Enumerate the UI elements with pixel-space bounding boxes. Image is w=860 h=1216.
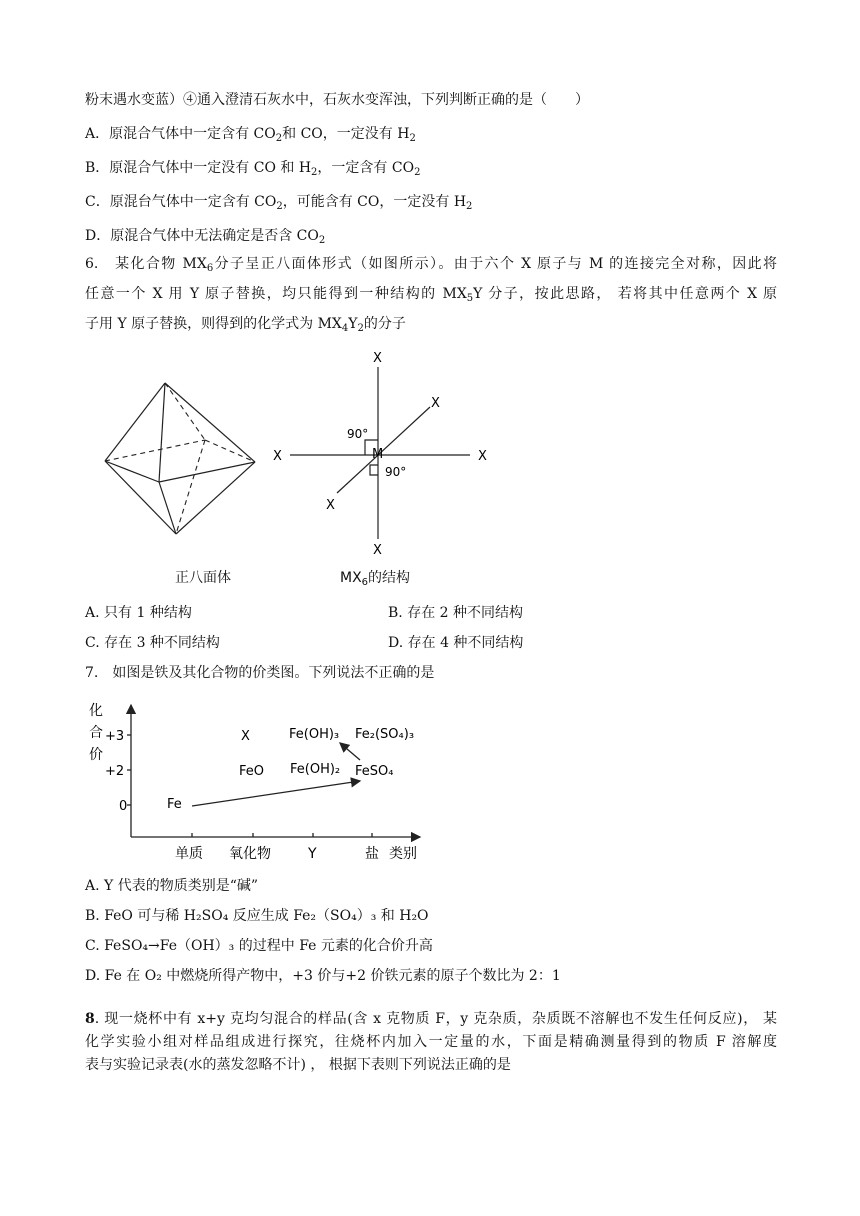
point-feo: FeO (239, 764, 264, 779)
point-feoh3: Fe(OH)₃ (289, 727, 340, 742)
iron-valence-chart (85, 695, 435, 870)
y-tick-plus3: +3 (105, 729, 125, 744)
x-label-right: X (478, 449, 487, 464)
x-tick-oxide: 氧化物 (229, 846, 271, 862)
q5-option-d: D．原混合气体中无法确定是否含 $CO_2$ (85, 228, 326, 246)
octahedron-figure (95, 380, 265, 550)
q5-option-a: A．原混合气体中一定含有 $CO_2$和 CO，一定没有 $H_2$ (85, 126, 416, 144)
q7-option-d: D. Fe 在 O₂ 中燃烧所得产物中，+3 价与+2 价铁元素的原子个数比为 2：1 (85, 968, 561, 984)
y-tick-plus2: +2 (105, 764, 125, 779)
x-tick-salt: 盐 (365, 846, 379, 862)
x-label-bottom: X (373, 543, 382, 558)
x-label-lower-left: X (326, 498, 335, 513)
point-fe: Fe (167, 797, 182, 812)
q6-option-c: C. 存在 3 种不同结构 (85, 635, 220, 651)
point-feoh2: Fe(OH)₂ (290, 762, 341, 777)
m-label: M (372, 447, 384, 462)
angle-label-lower: 90° (385, 465, 407, 479)
q7-stem: 7. 如图是铁及其化合物的价类图。下列说法不正确的是 (85, 665, 435, 681)
x-label-upper-right: X (431, 396, 440, 411)
q5-option-b: B．原混合气体中一定没有 CO 和 $H_2$，一定含有 $CO_2$ (85, 160, 421, 178)
mx6-caption: $MX_6$的结构 (340, 570, 411, 588)
y-tick-zero: 0 (119, 799, 128, 814)
x-tick-element: 单质 (175, 846, 203, 862)
q6-stem-line3: 子用 Y 原子替换，则得到的化学式为 $MX_4Y_2$的分子 (85, 316, 406, 334)
q6-option-d: D. 存在 4 种不同结构 (388, 635, 524, 651)
q7-option-b: B. FeO 可与稀 H₂SO₄ 反应生成 Fe₂（SO₄）₃ 和 H₂O (85, 908, 429, 924)
q5-stem: 粉末遇水变蓝）④通入澄清石灰水中，石灰水变浑浊，下列判断正确的是（ ） (85, 92, 589, 108)
q7-option-a: A. Y 代表的物质类别是“碱” (85, 878, 259, 894)
point-fe2so43: Fe₂(SO₄)₃ (355, 727, 415, 742)
x-label-top: X (373, 351, 382, 366)
x-tick-y: Y (308, 846, 317, 862)
q6-option-a: A. 只有 1 种结构 (85, 605, 192, 621)
q5-option-c: C．原混台气体中一定含有 $CO_2$，可能含有 CO，一定没有 $H_2$ (85, 194, 473, 212)
x-label-left: X (273, 449, 282, 464)
x-axis-label: 类别 (389, 846, 417, 862)
q8-stem-line2: 化学实验小组对样品组成进行探究，往烧杯内加入一定量的水，下面是精确测量得到的物质 F 溶解度 (85, 1034, 777, 1050)
point-x: X (241, 729, 250, 744)
q6-stem-line1: 6. 某化合物 $MX_6$分子呈正八面体形式（如图所示）。由于六个 X 原子与 M 的连接完全对称，因此将 (85, 256, 778, 274)
y-axis-label-1: 化 (89, 703, 103, 719)
point-feso4: FeSO₄ (355, 764, 394, 779)
q6-option-b: B. 存在 2 种不同结构 (388, 605, 523, 621)
q8-stem-line1: 8. 现一烧杯中有 x+y 克均匀混合的样品(含 x 克物质 F，y 克杂质，杂质既不溶解也不发生任何反应)， 某 (85, 1011, 777, 1027)
octahedron-caption: 正八面体 (175, 570, 231, 586)
mx6-structure-figure (265, 345, 505, 560)
q6-stem-line2: 任意一个 X 用 Y 原子替换，均只能得到一种结构的 $MX_5Y$ 分子，按此思路， 若将其中任意两个 X 原 (85, 286, 778, 304)
y-axis-label-2: 合 (89, 725, 103, 741)
q7-option-c: C. FeSO₄→Fe（OH）₃ 的过程中 Fe 元素的化合价升高 (85, 938, 433, 954)
angle-label-upper: 90° (347, 427, 369, 441)
q8-stem-line3: 表与实验记录表(水的蒸发忽略不计) ， 根据下表则下列说法正确的是 (85, 1057, 511, 1073)
y-axis-label-3: 价 (89, 747, 103, 763)
